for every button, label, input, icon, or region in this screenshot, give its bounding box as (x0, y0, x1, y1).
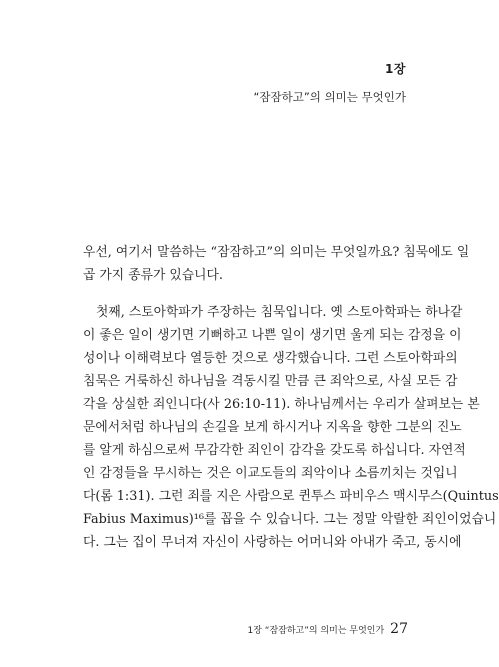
page-number: 27 (390, 621, 408, 637)
body-text (83, 243, 499, 556)
paragraph-line: 곱 가지 종류가 있습니다. (83, 268, 223, 283)
page-footer (248, 621, 409, 637)
paragraph-line: 다. 그는 집이 무너져 자신이 사랑하는 어머니와 아내가 죽고, 동시에 (83, 535, 462, 550)
chapter-title: “잠잠하고”의 의미는 무엇인가 (253, 90, 406, 104)
chapter-number: 1장 (385, 62, 406, 76)
paragraph-line: 문에서처럼 하나님의 손길을 보게 하시거나 지옥을 향한 그분의 진노 (83, 420, 462, 435)
paragraph-line: 첫째, 스토아학파가 주장하는 침묵입니다. 옛 스토아학파는 하나같 (96, 305, 463, 320)
paragraph-line: 각을 상실한 죄인니다(사 26:10-11). 하나님께서는 우리가 살펴보는 본 (83, 397, 480, 412)
running-head: 1장 “잠잠하고”의 의미는 무엇인가 (247, 626, 385, 636)
paragraph-line: 우선, 여기서 말씀하는 “잠잠하고”의 의미는 무엇일까요? 침묵에도 일 (83, 245, 470, 260)
paragraph-line: 를 알게 하심으로써 무감각한 죄인이 감각을 갖도록 하십니다. 자연적 (83, 443, 466, 458)
paragraph-line: 다(롬 1:31). 그런 죄를 지은 사람으로 퀸투스 파비우스 맥시무스(Quintus (83, 489, 499, 504)
paragraph-line: 침묵은 거룩하신 하나님을 격동시킬 만큼 큰 죄악으로, 사실 모든 감 (83, 374, 458, 389)
paragraph-line: Fabius Maximus)¹⁶를 꼽을 수 있습니다. 그는 정말 악랄한 죄인이었습니 (83, 512, 497, 527)
paragraph-line: 성이나 이해력보다 열등한 것으로 생각했습니다. 그런 스토아학파의 (83, 351, 458, 366)
paragraph-line: 이 좋은 일이 생기면 기뻐하고 나쁜 일이 생기면 울게 되는 감정을 이 (83, 328, 462, 343)
paragraph-line: 인 감정들을 무시하는 것은 이교도들의 죄악이나 소름끼치는 것입니 (83, 466, 458, 481)
